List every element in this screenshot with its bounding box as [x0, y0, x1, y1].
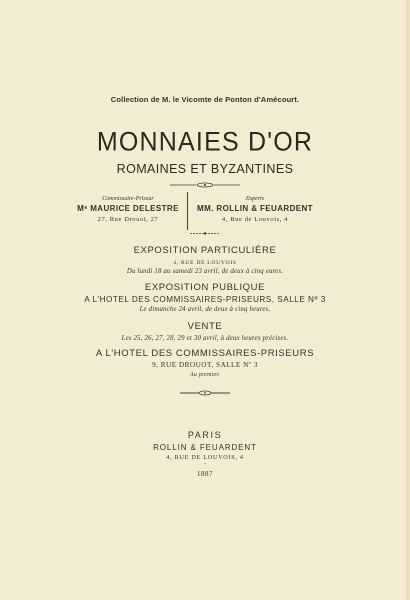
title-ornament — [0, 182, 410, 188]
exposition-publique-heading: EXPOSITION PUBLIQUE — [144, 282, 266, 293]
exposition-particuliere-dates: Du lundi 18 au samedi 23 avril, de deux à cinq eures. — [126, 268, 284, 275]
collection-line: Collection de M. le Vicomte de Ponton d'Amécourt. — [110, 95, 300, 104]
auctioneer-role: Commissaire-Priseur — [102, 196, 154, 202]
officials-ornament — [0, 231, 410, 236]
auctioneer-block — [70, 195, 186, 225]
experts-block — [192, 195, 318, 225]
auctioneer-address: 27, Rue Drouot, 27 — [97, 216, 159, 223]
vente-place: A L'HOTEL DES COMMISSAIRES-PRISEURS — [95, 348, 315, 359]
page-title: MONNAIES D'OR — [96, 126, 314, 158]
imprint-ornament — [0, 390, 410, 396]
imprint-dash: – — [203, 462, 207, 467]
vente-floor: Au premier. — [190, 372, 220, 378]
imprint-address: 4, RUE DE LOUVOIS, 4 — [166, 454, 244, 461]
page-subtitle: ROMAINES ET BYZANTINES — [116, 162, 294, 176]
imprint-city: PARIS — [187, 430, 223, 440]
experts-name: MM. ROLLIN & FEUARDENT — [197, 204, 313, 213]
vente-dates: Les 25, 26, 27, 28, 29 et 30 avril, à deux heures précises. — [121, 335, 289, 342]
auctioneer-name: Mᵉ MAURICE DELESTRE — [77, 204, 179, 213]
officials-divider — [187, 192, 188, 230]
experts-role: Experts — [245, 196, 265, 202]
vente-heading: VENTE — [187, 321, 223, 332]
exposition-particuliere-heading: EXPOSITION PARTICULIÈRE — [133, 245, 277, 256]
exposition-publique-place: A L'HOTEL DES COMMISSAIRES-PRISEURS, SALLE Nº 3 — [84, 295, 326, 304]
vente-address: 9, RUE DROUOT, SALLE Nº 3 — [152, 361, 258, 369]
imprint-year: 1887 — [197, 470, 213, 478]
imprint-publisher: ROLLIN & FEUARDENT — [153, 443, 257, 452]
exposition-particuliere-address: 4, RUE DE LOUVOIS — [173, 260, 237, 266]
exposition-publique-dates: Le dimanche 24 avril, de deux à cinq heures. — [139, 306, 271, 313]
experts-address: 4, Rue de Louvois, 4 — [221, 216, 289, 223]
